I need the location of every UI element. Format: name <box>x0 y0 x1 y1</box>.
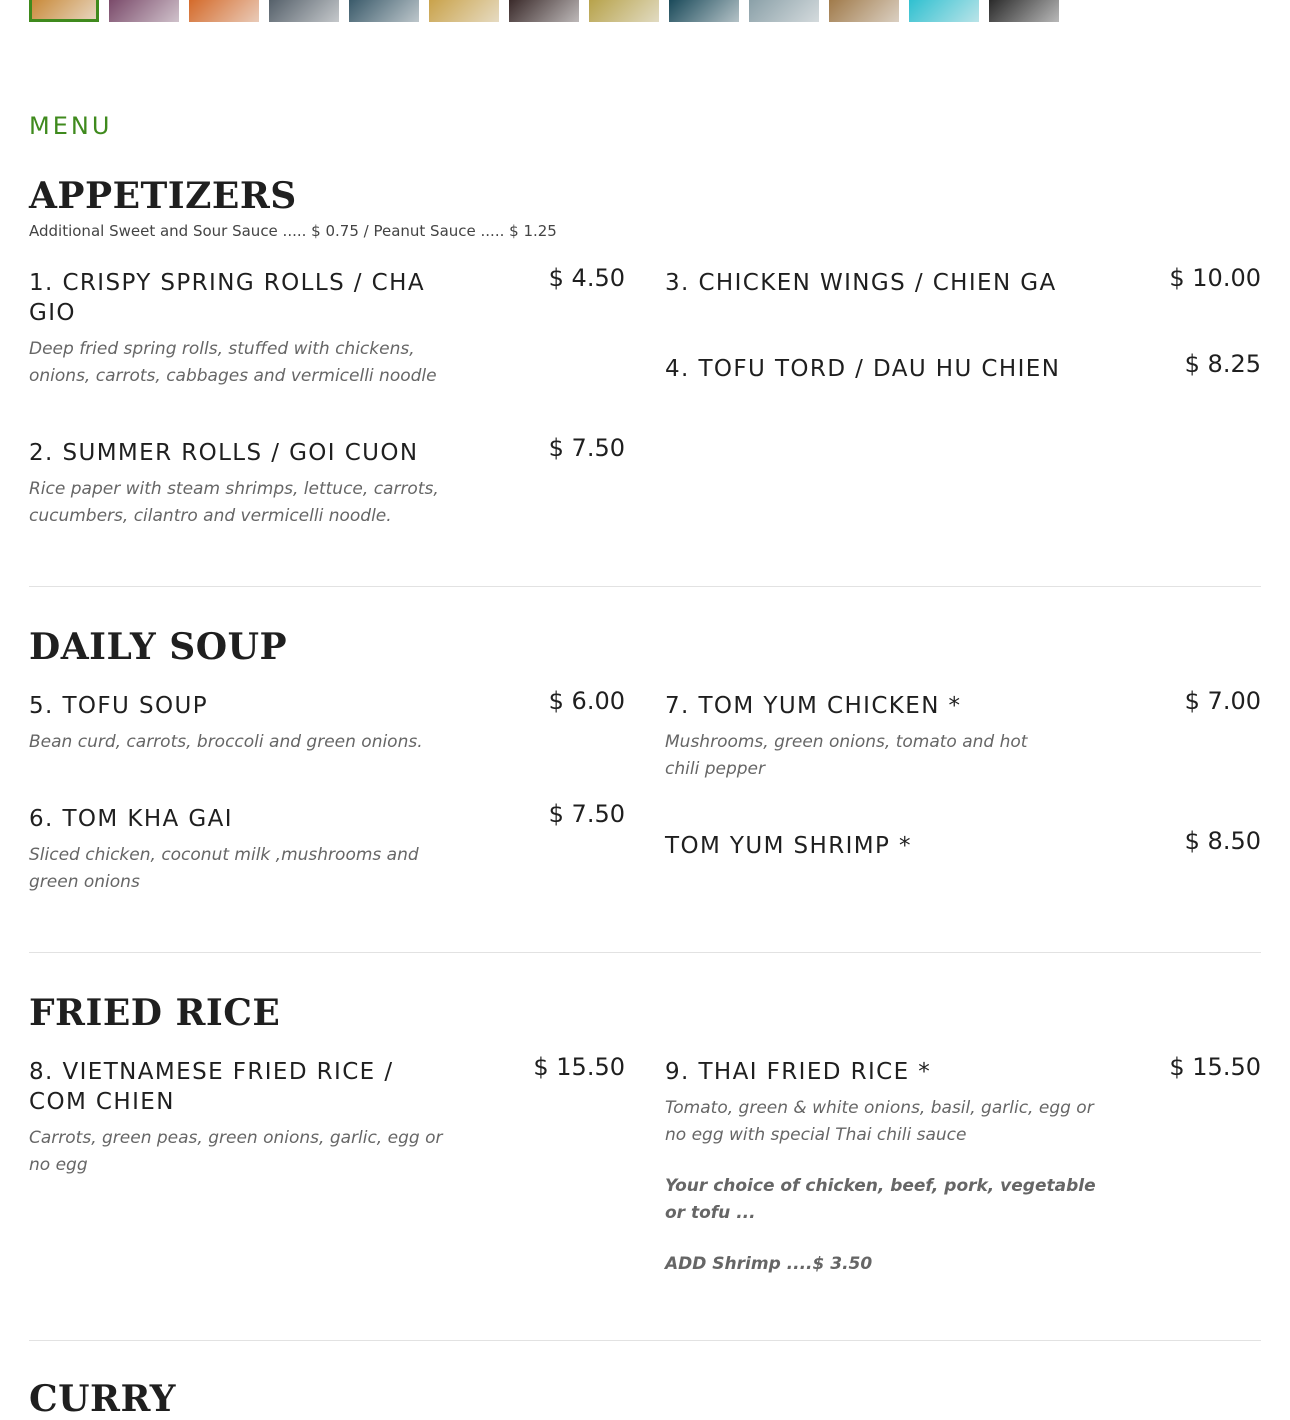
menu-item <box>665 687 1261 783</box>
dish-photo-6[interactable] <box>589 0 659 22</box>
item-price: $ 8.50 <box>1184 827 1261 855</box>
item-name: 1. CRISPY SPRING ROLLS / CHA GIO <box>29 270 425 326</box>
sauce-note: Additional Sweet and Sour Sauce ..... $ 0.75 / Peanut Sauce ..... $ 1.25 <box>29 222 557 240</box>
menu-item <box>29 1053 625 1179</box>
item-name: 3. CHICKEN WINGS / CHIEN GA <box>665 270 1057 296</box>
item-description: Sliced chicken, coconut milk ,mushrooms and green onions <box>29 845 419 892</box>
section-title: APPETIZERS <box>29 175 297 217</box>
item-name: TOM YUM SHRIMP * <box>665 833 912 859</box>
menu-item <box>665 264 1261 298</box>
appetizers-section <box>29 176 1261 240</box>
add-shrimp-note: ADD Shrimp ....$ 3.50 <box>665 1254 873 1274</box>
item-description: Deep fried spring rolls, stuffed with chickens, onions, carrots, cabbages and vermicelli noodle <box>29 339 437 386</box>
dish-photo-7[interactable] <box>669 0 739 22</box>
section-title: DAILY SOUP <box>29 626 288 668</box>
item-name: 7. TOM YUM CHICKEN * <box>665 693 962 719</box>
dish-photo-5[interactable] <box>509 0 579 22</box>
fried-rice-section <box>29 993 1261 1033</box>
menu-item <box>665 1053 1261 1278</box>
item-price: $ 7.50 <box>548 800 625 828</box>
menu-item <box>29 800 625 896</box>
item-description: Carrots, green peas, green onions, garlic, egg or no egg <box>29 1128 443 1175</box>
section-divider <box>29 952 1261 953</box>
item-description: Rice paper with steam shrimps, lettuce, carrots, cucumbers, cilantro and vermicelli noodle. <box>29 479 439 526</box>
dish-photo-4[interactable] <box>429 0 499 22</box>
photo-gallery-strip <box>29 0 1059 22</box>
item-name: 6. TOM KHA GAI <box>29 806 233 832</box>
item-price: $ 15.50 <box>533 1053 625 1081</box>
dish-photo-8[interactable] <box>749 0 819 22</box>
menu-item <box>29 434 625 530</box>
curry-section <box>29 1379 1261 1419</box>
item-description: Mushrooms, green onions, tomato and hot chili pepper <box>665 732 1028 779</box>
item-description: Bean curd, carrots, broccoli and green onions. <box>29 732 423 752</box>
item-price: $ 7.00 <box>1184 687 1261 715</box>
drink-photo-1[interactable] <box>909 0 979 22</box>
section-title: FRIED RICE <box>29 992 281 1034</box>
item-price: $ 4.50 <box>548 264 625 292</box>
item-name: 5. TOFU SOUP <box>29 693 208 719</box>
item-price: $ 15.50 <box>1169 1053 1261 1081</box>
daily-soup-section <box>29 627 1261 667</box>
item-price: $ 10.00 <box>1169 264 1261 292</box>
item-name: 9. THAI FRIED RICE * <box>665 1059 932 1085</box>
item-name: 2. SUMMER ROLLS / GOI CUON <box>29 440 419 466</box>
item-name: 4. TOFU TORD / DAU HU CHIEN <box>665 356 1061 382</box>
section-title: CURRY <box>29 1378 176 1420</box>
menu-item <box>665 350 1261 384</box>
menu-item <box>665 827 1261 861</box>
dish-photo-2[interactable] <box>109 0 179 22</box>
section-divider <box>29 586 1261 587</box>
item-description: Tomato, green & white onions, basil, garlic, egg or no egg with special Thai chili sauce <box>665 1098 1094 1145</box>
dish-photo-9[interactable] <box>829 0 899 22</box>
interior-photo-2[interactable] <box>349 0 419 22</box>
item-price: $ 7.50 <box>548 434 625 462</box>
section-divider <box>29 1340 1261 1341</box>
menu-item <box>29 264 625 390</box>
item-price: $ 8.25 <box>1184 350 1261 378</box>
interior-photo-1[interactable] <box>269 0 339 22</box>
dish-photo-3[interactable] <box>189 0 259 22</box>
menu-item <box>29 687 625 756</box>
interior-photo-3[interactable] <box>989 0 1059 22</box>
protein-choice-note: Your choice of chicken, beef, pork, vegetable or tofu ... <box>665 1176 1096 1223</box>
menu-heading: MENU <box>29 112 113 140</box>
dish-photo-1[interactable] <box>29 0 99 22</box>
item-name: 8. VIETNAMESE FRIED RICE / COM CHIEN <box>29 1059 394 1115</box>
item-price: $ 6.00 <box>548 687 625 715</box>
